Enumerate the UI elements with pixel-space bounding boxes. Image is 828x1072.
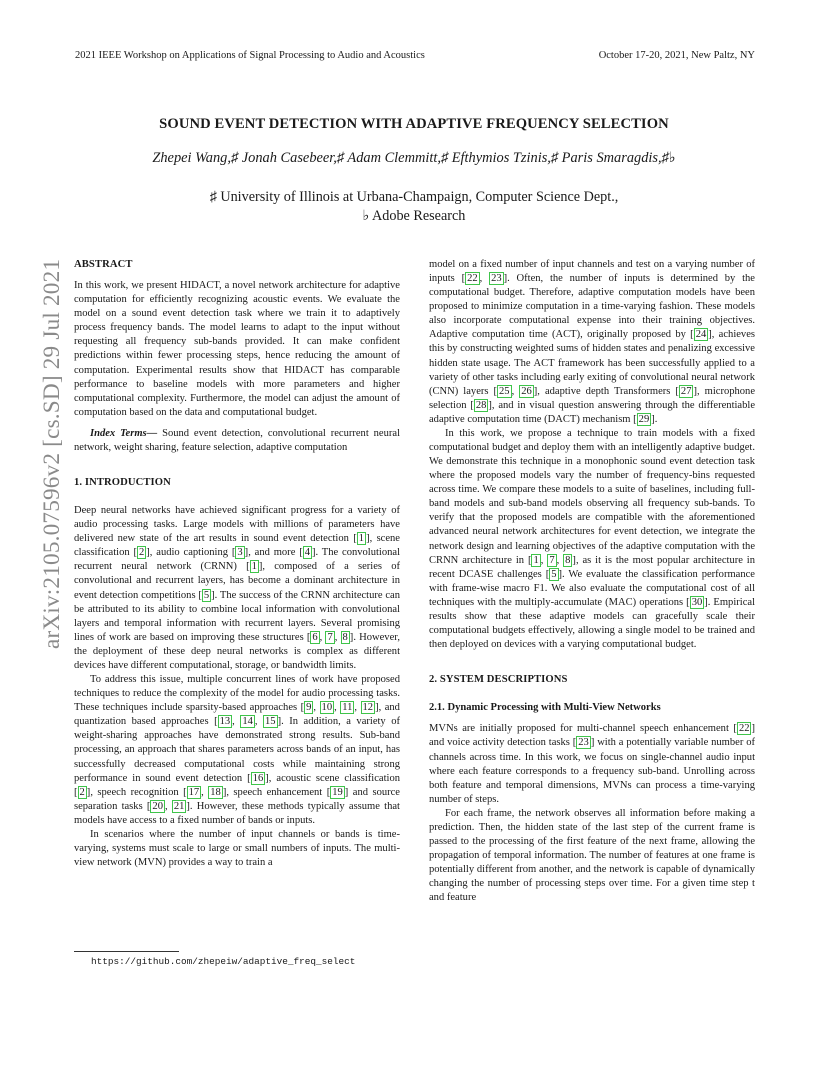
citation-link[interactable]: [ 20 , 21 ] [146, 800, 190, 812]
section-2-heading: 2. SYSTEM DESCRIPTIONS [429, 674, 568, 686]
citation-link[interactable]: [ 30 ] [686, 596, 708, 608]
right-paragraph-3: MVNs are initially proposed for multi-channel speech enhancement [ 22 ] and voice activity detection tasks [ 23 ] with a potentially variable number of channels across time. In this work, we focus on single-channel audio input where each feature corresponds to a frequency sub-band. Unrolling across both feature and temporal dimensions, MVNs can process a time-varying number of steps. [429, 723, 755, 805]
right-column [429, 258, 755, 905]
citation-link[interactable]: [ 25 , 26 ] [493, 385, 538, 397]
citation-link[interactable]: [ 2 ] [74, 786, 91, 798]
intro-heading: 1. INTRODUCTION [74, 477, 171, 489]
citation-link[interactable]: [ 13 , 14 , 15 ] [214, 716, 282, 728]
index-terms-label: Index Terms— [90, 427, 158, 439]
subsection-2-1-heading: 2.1. Dynamic Processing with Multi-View Networks [429, 702, 661, 714]
citation-link[interactable]: [ 1 ] [353, 533, 370, 545]
running-header-left: 2021 IEEE Workshop on Applications of Signal Processing to Audio and Acoustics [75, 50, 425, 61]
author-list: Zhepei Wang,♯ Jonah Casebeer,♯ Adam Clemmitt,♯ Efthymios Tzinis,♯ Paris Smaragdis,♯♭ [152, 150, 676, 166]
citation-link[interactable]: [ 23 ] [572, 737, 595, 749]
citation-link[interactable]: [ 9 , 10 , 11 , 12 ] [300, 702, 379, 714]
index-terms [74, 427, 400, 455]
right-paragraph-2: In this work, we propose a technique to train models with a fixed computational budget and deploy them with an intelligently adaptive budget. We demonstrate this technique in a monophonic sound event detection task where the proposed models vary the number of frequency-bins requested across time. We compare these models to a suite of baselines, including full-band models and sub-band models observing all frequency sub-bands. To verify that the proposed models are compatible with the aforementioned advanced neural network architectures for event detection, we integrate the network design and learning objectives of the adaptive computation with the CRNN architecture in [ 1 , 7 , 8 ], as it is the most popular architecture in recent DCASE challenges [ 5 ]. We evaluate the classification performance with frame-wise macro F1. We also evaluate the computational cost of all techniques with the multiply-accumulate (MAC) operations [ 30 ]. Empirical results show that these adaptive models can gracefully scale their computational budgets effectively, allowing a single model to be trained and then deployed on devices with a varying computational budget. [429, 427, 756, 651]
citation-link[interactable]: [ 1 ] [246, 561, 263, 573]
citation-link[interactable]: [ 17 , 18 ] [183, 786, 227, 798]
affiliation-uiuc: ♯ University of Illinois at Urbana-Champaign, Computer Science Dept., [209, 189, 619, 205]
abstract-text: In this work, we present HIDACT, a novel network architecture for adaptive computation for efficiently recognizing acoustic events. We evaluate the model on a sound event detection task where we train it to adaptively process frequency bands. The model learns to adapt to the input without requesting all frequency sub-bands provided. It can make confident predictions within fewer processing steps, hence reducing the amount of computation. Experimental results show that HIDACT has comparable performance to baseline models with more parameters and higher computational complexity. Furthermore, the model can adjust the amount of computation based on the data and computational budget. [74, 280, 400, 418]
citation-link[interactable]: [ 28 ] [470, 399, 492, 411]
footnote-rule [74, 951, 179, 952]
citation-link[interactable]: [ 22 ] [733, 723, 755, 735]
intro-paragraph-1: Deep neural networks have achieved significant progress for a variety of audio processing tasks. Large models with millions of parameters have delivered new state of the art results in sound event detection [ 1 ], scene classification [ 2 ], audio captioning [ 3 ], and more [ 4 ]. The convolutional recurrent neural network (CRNN) [ 1 ], composed of a series of convolutional and recurrent layers, has become a dominant architecture in event detection competitions [ 5 ]. The success of the CRNN architecture can be attributed to its ability to combine local information with convolutional layers and temporal information with recurrent layers. Several promising lines of work are based on improving these structures [ 6 , 7 , 8 ]. However, the deployment of these deep neural networks is complex as different devices have different computational, storage, or bandwidth limits. [74, 505, 401, 671]
abstract-heading: ABSTRACT [74, 259, 133, 270]
citation-link[interactable]: [ 22 , 23 ] [461, 273, 508, 285]
intro-paragraph-2: To address this issue, multiple concurrent lines of work have proposed techniques to reduce the complexity of the model for audio processing tasks. These techniques include sparsity-based approaches [ 9 , 10 , 11 , 12 ], and quantization based approaches [ 13 , 14 , 15 ]. In addition, a variety of weight-sharing approaches have demonstrated strong results. Sub-band processing, an approach that shares parameters across bands of an input, has successfully decreased computational costs while maintaining strong performance in sound event detection [ 16 ], acoustic scene classification [ 2 ], speech recognition [ 17 , 18 ], speech enhancement [ 19 ] and source separation tasks [ 20 , 21 ]. However, these methods typically assume that models have access to a fixed number of bands or inputs. [74, 674, 401, 826]
citation-link[interactable]: [ 2 ] [133, 547, 150, 559]
citation-link[interactable]: [ 6 , 7 , 8 ] [306, 631, 354, 643]
citation-link[interactable]: [ 27 ] [675, 385, 697, 397]
footnote-url: https://github.com/zhepeiw/adaptive_freq_select [91, 956, 356, 967]
right-paragraph-4: For each frame, the network observes all information before making a prediction. Then, the hidden state of the last step of the current frame is passed to the processing of the first feature of the next frame, allowing the propagation of temporal information. The number of features at one frame is potentially different from another, and the network is capable of dynamically changing the number of processing steps over time. For a given time step t and feature [429, 807, 755, 904]
citation-link[interactable]: [ 5 ] [545, 568, 563, 580]
citation-link[interactable]: [ 3 ] [231, 547, 249, 559]
right-paragraph-1: model on a fixed number of input channels and test on a varying number of inputs [ 22 , 23 ]. Often, the number of inputs is determined by the computational budget. Therefore, adaptive computation models have been proposed to minimize computation in a time-varying fashion. These models also incorporate computational expense into their training objectives. Adaptive computation time (ACT), originally proposed by [ 24 ], achieves this by constructing weighted sums of hidden states and penalizing excessive hidden state usage. The ACT framework has been successfully applied to a variety of other tasks including early exiting of convolutional neural network (CNN) layers [ 25 , 26 ], adaptive depth Transformers [ 27 ], microphone selection [ 28 ], and in visual question answering through the differentiable adaptive computation time (DACT) mechanism [ 29 ]. [429, 259, 756, 425]
left-column [74, 258, 400, 870]
paper-title: SOUND EVENT DETECTION WITH ADAPTIVE FREQUENCY SELECTION [159, 116, 669, 132]
arxiv-identifier: arXiv:2105.07596v2 [cs.SD] 29 Jul 2021 [39, 258, 65, 649]
citation-link[interactable]: [ 1 , 7 , 8 ] [527, 554, 576, 566]
index-terms-text: Sound event detection, convolutional recurrent neural network, weight sharing, feature selection, adaptive computation [74, 427, 400, 453]
intro-paragraph-3: In scenarios where the number of input channels or bands is time-varying, systems must scale to large or small numbers of inputs. The multi-view network (MVN) provides a way to train a [74, 828, 400, 869]
citation-link[interactable]: [ 5 ] [198, 589, 215, 601]
citation-link[interactable]: [ 24 ] [690, 329, 712, 341]
citation-link[interactable]: [ 16 ] [247, 772, 269, 784]
running-header-right: October 17-20, 2021, New Paltz, NY [598, 50, 755, 61]
affiliation-adobe: ♭ Adobe Research [362, 208, 466, 224]
citation-link[interactable]: [ 19 ] [326, 786, 349, 798]
citation-link[interactable]: [ 29 ] [633, 413, 655, 425]
citation-link[interactable]: [ 4 ] [299, 547, 316, 559]
